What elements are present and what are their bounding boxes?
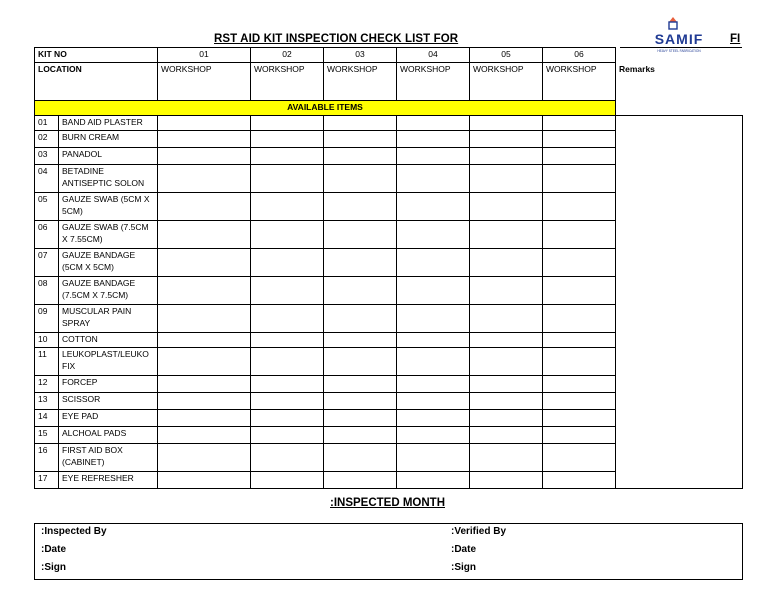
logo-frame-icon	[669, 22, 677, 29]
check-cell[interactable]	[324, 221, 397, 249]
check-cell[interactable]	[158, 472, 251, 489]
location-cell: WORKSHOP	[397, 63, 470, 101]
logo-roof-icon	[669, 17, 677, 22]
check-cell[interactable]	[470, 348, 543, 376]
check-cell[interactable]	[251, 193, 324, 221]
check-cell[interactable]	[158, 348, 251, 376]
item-number: 16	[35, 444, 59, 472]
location-cell: WORKSHOP	[543, 63, 616, 101]
check-cell[interactable]	[397, 333, 470, 348]
check-cell[interactable]	[397, 249, 470, 277]
check-cell[interactable]	[397, 131, 470, 148]
check-cell[interactable]	[251, 410, 324, 427]
inspected-month-label: :INSPECTED MONTH	[330, 497, 445, 509]
check-cell[interactable]	[543, 305, 616, 333]
table-row	[35, 116, 743, 131]
location-label: LOCATION	[35, 63, 158, 101]
check-cell[interactable]	[470, 393, 543, 410]
location-cell: WORKSHOP	[251, 63, 324, 101]
check-cell[interactable]	[251, 427, 324, 444]
verified-by-label: :Verified By	[451, 526, 507, 537]
check-cell[interactable]	[397, 305, 470, 333]
check-cell[interactable]	[158, 393, 251, 410]
item-name: GAUZE BANDAGE (5CM X 5CM)	[59, 249, 158, 277]
sign-left-label: :Sign	[41, 562, 66, 573]
check-cell[interactable]	[324, 444, 397, 472]
check-cell[interactable]	[158, 444, 251, 472]
item-name: BAND AID PLASTER	[59, 116, 158, 131]
date-right-label: :Date	[451, 544, 477, 555]
check-cell[interactable]	[324, 193, 397, 221]
check-cell[interactable]	[543, 277, 616, 305]
check-cell[interactable]	[251, 444, 324, 472]
check-cell[interactable]	[543, 393, 616, 410]
location-cell: WORKSHOP	[158, 63, 251, 101]
item-number: 01	[35, 116, 59, 131]
check-cell[interactable]	[251, 221, 324, 249]
kit-no-label: KIT NO	[35, 48, 158, 63]
check-cell[interactable]	[470, 427, 543, 444]
inspection-table	[34, 47, 743, 489]
check-cell[interactable]	[158, 193, 251, 221]
item-name: SCISSOR	[59, 393, 158, 410]
kit-number: 05	[470, 48, 543, 63]
location-cell: WORKSHOP	[470, 63, 543, 101]
item-name: GAUZE BANDAGE (7.5CM X 7.5CM)	[59, 277, 158, 305]
check-cell[interactable]	[470, 305, 543, 333]
check-cell[interactable]	[543, 348, 616, 376]
check-cell[interactable]	[543, 116, 616, 131]
check-cell[interactable]	[158, 221, 251, 249]
check-cell[interactable]	[158, 249, 251, 277]
item-name: ALCHOAL PADS	[59, 427, 158, 444]
date-left-label: :Date	[41, 544, 67, 555]
item-number: 12	[35, 376, 59, 393]
check-cell[interactable]	[470, 277, 543, 305]
check-cell[interactable]	[470, 410, 543, 427]
check-cell[interactable]	[158, 333, 251, 348]
check-cell[interactable]	[470, 116, 543, 131]
item-name: EYE PAD	[59, 410, 158, 427]
kit-number: 03	[324, 48, 397, 63]
check-cell[interactable]	[158, 305, 251, 333]
item-name: BETADINE ANTISEPTIC SOLON	[59, 165, 158, 193]
item-number: 05	[35, 193, 59, 221]
item-number: 03	[35, 148, 59, 165]
check-cell[interactable]	[324, 348, 397, 376]
remarks-cell[interactable]	[616, 116, 743, 489]
item-number: 15	[35, 427, 59, 444]
check-cell[interactable]	[158, 148, 251, 165]
item-name: GAUZE SWAB (7.5CM X 7.55CM)	[59, 221, 158, 249]
item-number: 11	[35, 348, 59, 376]
check-cell[interactable]	[470, 444, 543, 472]
check-cell[interactable]	[251, 472, 324, 489]
check-cell[interactable]	[470, 376, 543, 393]
item-number: 02	[35, 131, 59, 148]
check-cell[interactable]	[543, 193, 616, 221]
item-number: 17	[35, 472, 59, 489]
check-cell[interactable]	[324, 305, 397, 333]
check-cell[interactable]	[324, 427, 397, 444]
check-cell[interactable]	[251, 131, 324, 148]
check-cell[interactable]	[324, 410, 397, 427]
inspected-by-label: :Inspected By	[41, 526, 107, 537]
check-cell[interactable]	[543, 472, 616, 489]
check-cell[interactable]	[470, 165, 543, 193]
check-cell[interactable]	[543, 148, 616, 165]
check-cell[interactable]	[470, 148, 543, 165]
item-name: BURN CREAM	[59, 131, 158, 148]
item-number: 06	[35, 221, 59, 249]
check-cell[interactable]	[251, 165, 324, 193]
check-cell[interactable]	[158, 410, 251, 427]
item-name: FORCEP	[59, 376, 158, 393]
check-cell[interactable]	[543, 444, 616, 472]
check-cell[interactable]	[324, 131, 397, 148]
check-cell[interactable]	[251, 277, 324, 305]
check-cell[interactable]	[397, 472, 470, 489]
check-cell[interactable]	[158, 131, 251, 148]
logo-tagline: HEAVY STEEL FABRICATION	[657, 49, 701, 53]
check-cell[interactable]	[158, 427, 251, 444]
item-number: 13	[35, 393, 59, 410]
check-cell[interactable]	[543, 165, 616, 193]
check-cell[interactable]	[324, 376, 397, 393]
check-cell[interactable]	[543, 221, 616, 249]
check-cell[interactable]	[397, 444, 470, 472]
item-name: COTTON	[59, 333, 158, 348]
check-cell[interactable]	[543, 376, 616, 393]
check-cell[interactable]	[324, 165, 397, 193]
check-cell[interactable]	[324, 249, 397, 277]
kit-number: 04	[397, 48, 470, 63]
check-cell[interactable]	[251, 393, 324, 410]
item-number: 08	[35, 277, 59, 305]
check-cell[interactable]	[251, 305, 324, 333]
kit-number: 02	[251, 48, 324, 63]
check-cell[interactable]	[324, 116, 397, 131]
check-cell[interactable]	[324, 333, 397, 348]
check-cell[interactable]	[251, 333, 324, 348]
check-cell[interactable]	[543, 131, 616, 148]
item-number: 04	[35, 165, 59, 193]
check-cell[interactable]	[470, 472, 543, 489]
item-name: GAUZE SWAB (5CM X 5CM)	[59, 193, 158, 221]
check-cell[interactable]	[470, 249, 543, 277]
item-name: PANADOL	[59, 148, 158, 165]
check-cell[interactable]	[397, 221, 470, 249]
check-cell[interactable]	[397, 348, 470, 376]
item-number: 09	[35, 305, 59, 333]
check-cell[interactable]	[470, 193, 543, 221]
kit-number: 01	[158, 48, 251, 63]
item-name: MUSCULAR PAIN SPRAY	[59, 305, 158, 333]
item-number: 07	[35, 249, 59, 277]
check-cell[interactable]	[543, 410, 616, 427]
check-cell[interactable]	[397, 376, 470, 393]
item-name: FIRST AID BOX (CABINET)	[59, 444, 158, 472]
check-cell[interactable]	[470, 333, 543, 348]
check-cell[interactable]	[158, 277, 251, 305]
remarks-heading: Remarks	[619, 63, 655, 74]
check-cell[interactable]	[251, 376, 324, 393]
item-number: 14	[35, 410, 59, 427]
check-cell[interactable]	[543, 427, 616, 444]
check-cell[interactable]	[251, 148, 324, 165]
check-cell[interactable]	[324, 393, 397, 410]
check-cell[interactable]	[397, 393, 470, 410]
check-cell[interactable]	[397, 427, 470, 444]
check-cell[interactable]	[251, 116, 324, 131]
check-cell[interactable]	[470, 221, 543, 249]
check-cell[interactable]	[251, 348, 324, 376]
signoff-box	[34, 523, 743, 580]
logo-wordmark: SAMIF	[654, 31, 704, 47]
check-cell[interactable]	[397, 116, 470, 131]
check-cell[interactable]	[397, 277, 470, 305]
check-cell[interactable]	[543, 249, 616, 277]
page-title-suffix: FI	[730, 33, 741, 45]
remarks-spacer	[616, 48, 743, 63]
item-number: 10	[35, 333, 59, 348]
check-cell[interactable]	[543, 333, 616, 348]
location-cell: WORKSHOP	[324, 63, 397, 101]
item-name: EYE REFRESHER	[59, 472, 158, 489]
check-cell[interactable]	[158, 116, 251, 131]
check-cell[interactable]	[470, 131, 543, 148]
check-cell[interactable]	[158, 376, 251, 393]
check-cell[interactable]	[397, 410, 470, 427]
check-cell[interactable]	[324, 472, 397, 489]
check-cell[interactable]	[324, 148, 397, 165]
check-cell[interactable]	[397, 165, 470, 193]
page-title: RST AID KIT INSPECTION CHECK LIST FOR	[214, 33, 459, 45]
check-cell[interactable]	[158, 165, 251, 193]
available-items-banner: AVAILABLE ITEMS	[35, 101, 616, 116]
check-cell[interactable]	[397, 193, 470, 221]
item-name: LEUKOPLAST/LEUKO FIX	[59, 348, 158, 376]
kit-number: 06	[543, 48, 616, 63]
check-cell[interactable]	[324, 277, 397, 305]
check-cell[interactable]	[397, 148, 470, 165]
check-cell[interactable]	[251, 249, 324, 277]
sign-right-label: :Sign	[451, 562, 476, 573]
